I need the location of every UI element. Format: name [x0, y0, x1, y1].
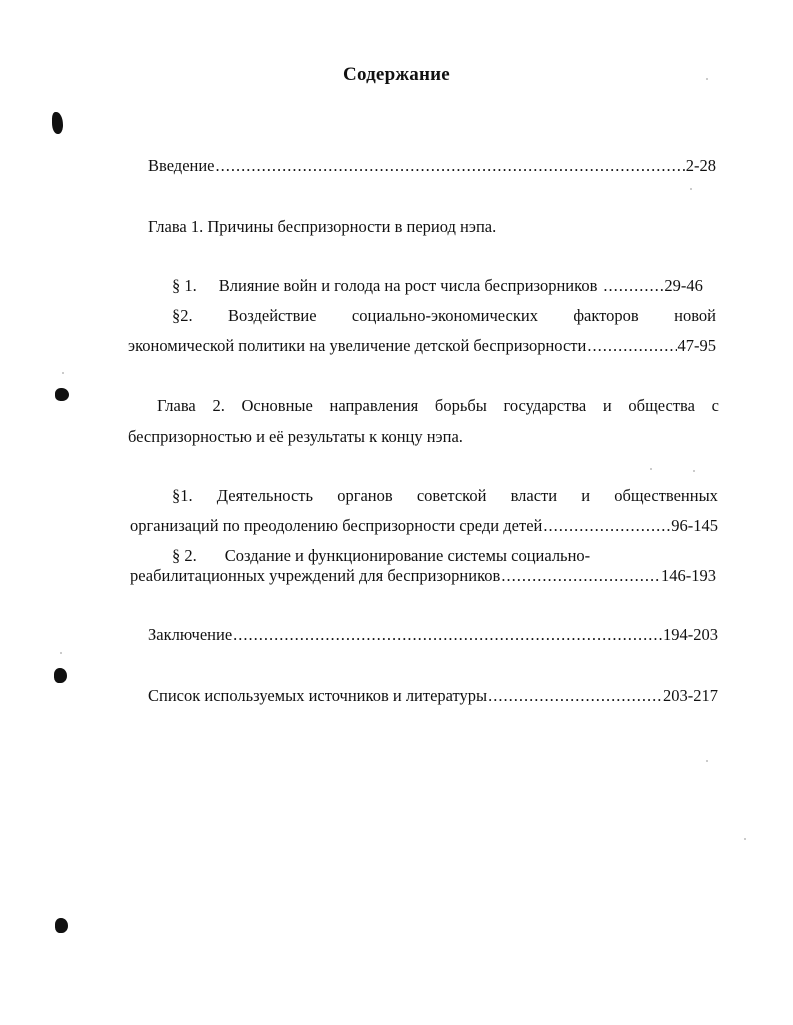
toc-chapter-1-heading: Глава 1. Причины беспризорности в период нэпа. — [148, 217, 497, 236]
scan-speck — [690, 188, 692, 190]
toc-1-2-word: социально-экономических — [351, 306, 538, 325]
dot-leader — [233, 625, 662, 645]
dot-leader — [216, 156, 685, 176]
toc-entry-intro — [148, 156, 716, 176]
dot-leader — [543, 516, 670, 536]
toc-chapter-2-heading-line2: беспризорностью и её результаты к концу нэпа. — [128, 427, 463, 446]
page-title: Содержание — [343, 64, 450, 85]
toc-2-1-word: власти — [510, 486, 558, 505]
toc-entry-2-1-line1 — [172, 486, 718, 506]
scan-speck — [60, 652, 62, 654]
toc-ch2-word: с — [711, 396, 719, 415]
scan-speck — [693, 470, 695, 472]
toc-1-1-label: Влияние войн и голода на рост числа беспризорников — [218, 276, 598, 295]
toc-entry-2-1-line2 — [130, 516, 718, 536]
dot-leader — [587, 336, 676, 356]
scan-speck — [706, 78, 708, 80]
dot-leader — [501, 566, 660, 586]
toc-2-2-number: § 2. — [172, 546, 197, 565]
toc-ch2-word: борьбы — [434, 396, 487, 415]
toc-1-2-word: Воздействие — [228, 306, 317, 325]
toc-2-1-pages: 96-145 — [671, 516, 718, 535]
binder-hole-mark — [52, 112, 63, 134]
toc-2-1-word: Деятельность — [216, 486, 314, 505]
toc-intro-pages: 2-28 — [685, 156, 716, 175]
toc-conclusion-pages: 194-203 — [663, 625, 718, 644]
toc-sources-label: Список используемых источников и литературы — [148, 686, 488, 705]
toc-entry-2-2-line2 — [130, 566, 716, 586]
toc-entry-sources — [148, 686, 718, 706]
toc-2-2-pages: 146-193 — [661, 566, 716, 585]
scan-speck — [650, 468, 652, 470]
toc-2-1-word: органов — [337, 486, 393, 505]
scan-speck — [744, 838, 746, 840]
toc-entry-1-1 — [172, 276, 716, 296]
toc-2-1-label: организаций по преодолению беспризорности среди детей — [130, 516, 543, 535]
toc-intro-label: Введение — [148, 156, 215, 175]
toc-ch2-word: Основные — [241, 396, 313, 415]
toc-1-2-word: новой — [674, 306, 716, 325]
toc-2-1-word: и — [581, 486, 591, 505]
toc-ch2-word: государства — [503, 396, 587, 415]
toc-2-2-label-cont: реабилитационных учреждений для беспризорников — [130, 566, 501, 585]
toc-1-2-word: факторов — [573, 306, 639, 325]
binder-hole-mark — [55, 388, 69, 401]
toc-sources-pages: 203-217 — [663, 686, 718, 705]
toc-ch2-word: общества — [628, 396, 695, 415]
toc-2-1-number: §1. — [172, 486, 193, 505]
toc-ch2-word: направления — [329, 396, 419, 415]
toc-1-2-number: §2. — [172, 306, 193, 325]
toc-entry-conclusion — [148, 625, 718, 645]
toc-ch2-word: 2. — [212, 396, 225, 415]
toc-1-1-pages: 29-46 — [664, 276, 703, 295]
toc-2-1-word: советской — [416, 486, 487, 505]
binder-hole-mark — [55, 918, 68, 933]
toc-chapter-2-heading-line1 — [157, 396, 719, 416]
toc-1-1-number: § 1. — [172, 276, 197, 295]
dot-leader — [603, 276, 663, 296]
toc-ch2-word: Глава — [157, 396, 196, 415]
toc-2-1-word: общественных — [614, 486, 718, 505]
toc-entry-1-2-line2 — [128, 336, 716, 356]
toc-2-2-label: Создание и функционирование системы социально- — [224, 546, 591, 565]
toc-entry-2-2-line1 — [172, 546, 590, 566]
toc-1-2-label: экономической политики на увеличение детской беспризорности — [128, 336, 587, 355]
toc-1-2-pages: 47-95 — [677, 336, 716, 355]
scan-speck — [706, 760, 708, 762]
binder-hole-mark — [54, 668, 67, 683]
scan-speck — [62, 372, 64, 374]
dot-leader — [488, 686, 662, 706]
toc-ch2-word: и — [602, 396, 612, 415]
toc-conclusion-label: Заключение — [148, 625, 233, 644]
toc-entry-1-2-line1 — [172, 306, 716, 326]
